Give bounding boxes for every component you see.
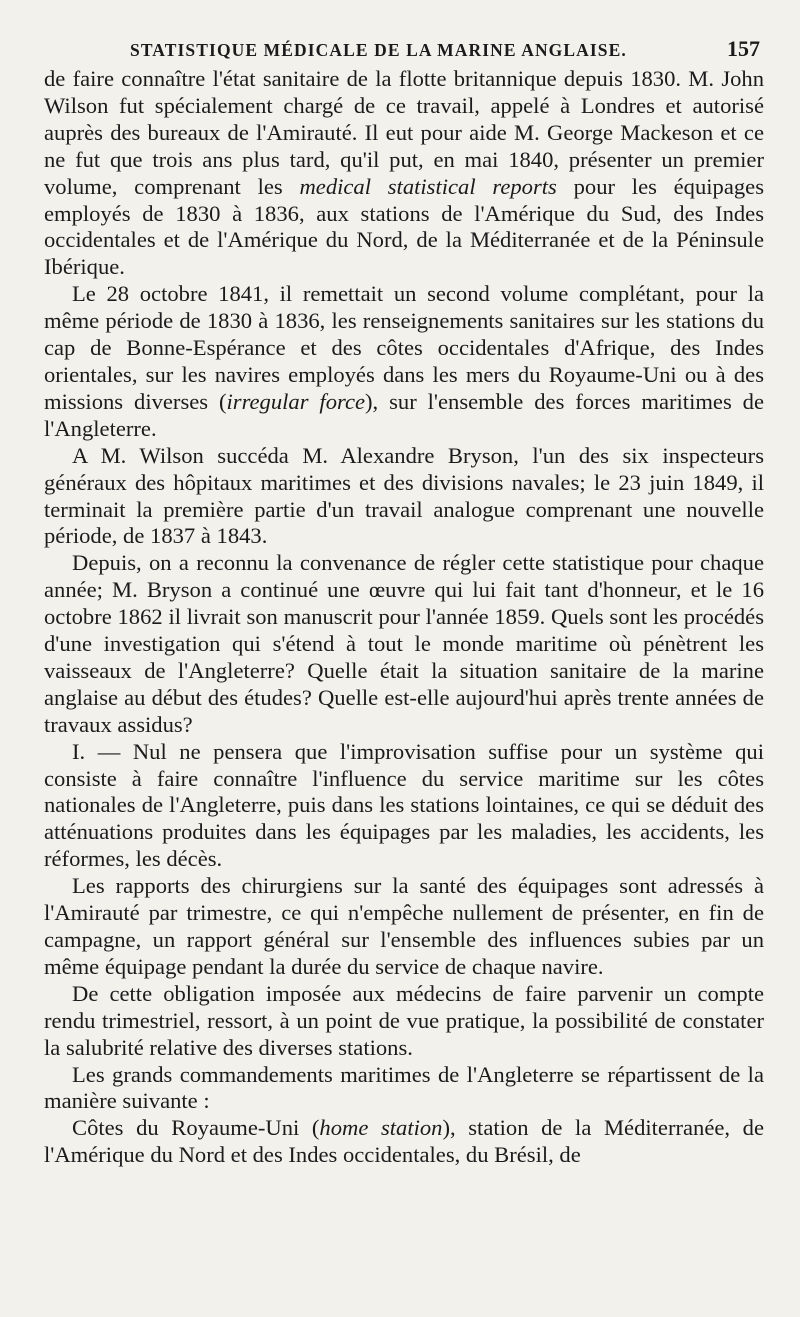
text-run: pour les équipages employés de 1830 à 1836, aux stations de l'Amérique du Sud, des Indes occidentales et de l'Amérique du Nord, de la Méditerranée et de la Péninsule Ibérique. (44, 173, 764, 280)
italic-text: medical statistical reports (299, 173, 557, 199)
text-run: de faire connaître l'état sanitaire de la flotte britannique depuis 1830. M. John Wilson fut spécialement chargé de ce travail, appelé à Londres et autorisé auprès des bureaux de l'Amirauté. Il eut pour aide M. George Mackeson et ce ne fut que trois ans plus tard, qu'il put, en mai 1840, présenter un premier volume, comprenant les (44, 66, 764, 199)
paragraph (44, 550, 764, 738)
page-header (44, 36, 764, 62)
text-run: A M. Wilson succéda M. Alexandre Bryson, l'un des six inspecteurs généraux des hôpitaux maritimes et des divisions navales; le 23 juin 1849, il terminait la première partie d'un travail analogue comprenant une nouvelle période, de 1837 à 1843. (44, 442, 764, 549)
paragraph (44, 981, 764, 1062)
text-run: Côtes du Royaume-Uni ( (72, 1115, 320, 1141)
paragraph (44, 66, 764, 281)
paragraph (44, 739, 764, 874)
text-run: ), sur l'ensemble des forces maritimes de l'Angleterre. (44, 388, 764, 441)
text-run: Depuis, on a reconnu la convenance de régler cette statistique pour chaque année; M. Bryson a continué une œuvre qui lui fait tant d'honneur, et le 16 octobre 1862 il livrait son manuscrit pour l'année 1859. Quels sont les procédés d'une investigation qui s'étend à tout le monde maritime où pénètrent les vaisseaux de l'Angleterre? Quelle était la situation sanitaire de la marine anglaise au début des études? Quelle est-elle aujourd'hui après trente années de travaux assidus? (44, 550, 764, 737)
paragraph (44, 1115, 764, 1169)
text-run: ), station de la Méditerranée, de l'Amérique du Nord et des Indes occidentales, du Brésil, de (44, 1115, 764, 1168)
text-run: I. — Nul ne pensera que l'improvisation suffise pour un système qui consiste à faire connaître l'influence du service maritime sur les côtes nationales de l'Angleterre, puis dans les stations lointaines, ce qui se déduit des atténuations produites dans les équipages par les maladies, les accidents, les réformes, les décès. (44, 738, 764, 872)
text-run: Les rapports des chirurgiens sur la santé des équipages sont adressés à l'Amirauté par trimestre, ce qui n'empêche nullement de présenter, en fin de campagne, un rapport général sur l'ensemble des influences subies par un même équipage pendant la durée du service de chaque navire. (44, 873, 764, 979)
italic-text: home station (319, 1115, 443, 1141)
paragraph (44, 281, 764, 442)
page-number: 157 (727, 36, 760, 61)
body-text (44, 66, 764, 1169)
italic-text: irregular force (226, 388, 366, 414)
paragraph (44, 1062, 764, 1116)
running-title: STATISTIQUE MÉDICALE DE LA MARINE ANGLAISE. (130, 40, 627, 60)
text-run: Les grands commandements maritimes de l'Angleterre se répartissent de la manière suivante : (44, 1061, 764, 1114)
paragraph (44, 873, 764, 981)
text-run: De cette obligation imposée aux médecins de faire parvenir un compte rendu trimestriel, ressort, à un point de vue pratique, la possibilité de constater la salubrité relative des diverses stations. (44, 980, 764, 1060)
paragraph (44, 443, 764, 551)
text-run: Le 28 octobre 1841, il remettait un second volume complétant, pour la même période de 1830 à 1836, les renseignements sanitaires sur les stations du cap de Bonne-Espérance et des côtes occidentales d'Afrique, des Indes orientales, sur les navires employés dans les mers du Royaume-Uni ou à des missions diverses ( (44, 281, 764, 414)
